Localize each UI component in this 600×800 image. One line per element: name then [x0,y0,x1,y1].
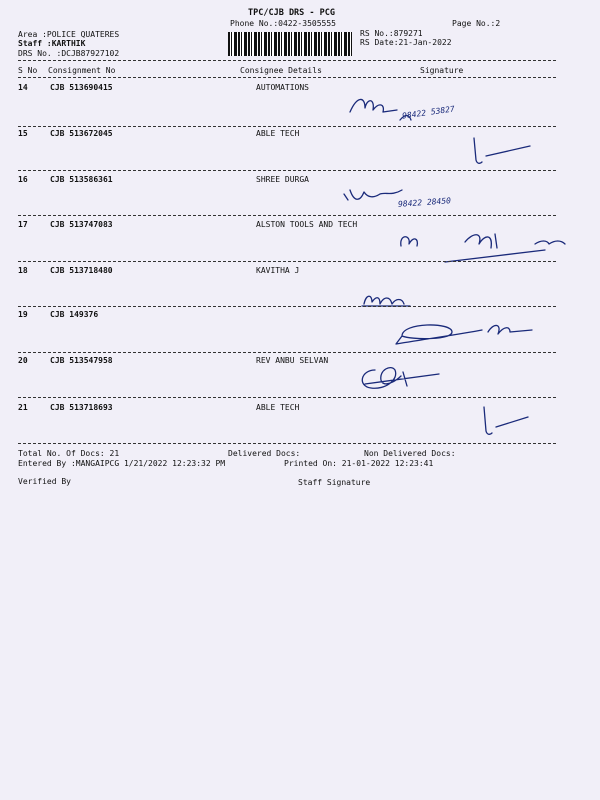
row-sno: 20 [18,356,28,365]
column-divider [18,77,556,78]
staff-signature: Staff Signature [298,478,371,487]
row-divider [18,261,556,262]
row-consignee: ALSTON TOOLS AND TECH [256,220,358,229]
row-consignment: CJB 513747083 [50,220,113,229]
row-handwritten-phone: 98422 28450 [397,196,452,209]
row-divider [18,306,556,307]
rs-number: RS No.:879271 [360,29,423,38]
area-field: Area :POLICE QUATERES [18,30,120,39]
row-sno: 14 [18,83,28,92]
row-sno: 18 [18,266,28,275]
row-consignment: CJB 513718693 [50,403,113,412]
row-consignee: ABLE TECH [256,129,300,138]
barcode [228,32,352,56]
staff-field: Staff :KARTHIK [18,39,86,48]
row-divider [18,215,556,216]
non-delivered-docs: Non Delivered Docs: [364,449,456,458]
signature-mark [360,292,420,310]
signature-mark [468,136,538,170]
signature-mark [478,405,538,439]
row-consignee: ABLE TECH [256,403,300,412]
row-divider [18,397,556,398]
page-number: Page No.:2 [452,19,501,28]
drs-number: DRS No. :DCJB87927102 [18,49,120,58]
row-consignment: CJB 513547958 [50,356,113,365]
row-sno: 17 [18,220,28,229]
row-sno: 21 [18,403,28,412]
row-consignment: CJB 513672045 [50,129,113,138]
col-consignment: Consignment No [48,66,116,75]
row-divider [18,352,556,353]
row-consignment: CJB 513586361 [50,175,113,184]
verified-by: Verified By [18,477,71,486]
row-handwritten-phone: 98422 53827 [401,104,456,121]
row-sno: 19 [18,310,28,319]
row-consignee: REV ANBU SELVAN [256,356,329,365]
total-docs: Total No. Of Docs: 21 [18,449,120,458]
row-sno: 16 [18,175,28,184]
row-divider [18,443,556,444]
rs-date: RS Date:21-Jan-2022 [360,38,452,47]
row-sno: 15 [18,129,28,138]
printed-on: Printed On: 21-01-2022 12:23:41 [284,459,434,468]
row-consignee: KAVITHA J [256,266,300,275]
signature-mark [395,226,575,266]
row-divider [18,170,556,171]
row-consignment: CJB 513690415 [50,83,113,92]
delivered-docs: Delivered Docs: [228,449,301,458]
report-title: TPC/CJB DRS - PCG [248,8,335,18]
header-divider [18,60,556,61]
row-consignment: CJB 513718480 [50,266,113,275]
row-divider [18,126,556,127]
col-sno: S No [18,66,38,75]
entered-by: Entered By :MANGAIPCG 1/21/2022 12:23:32 PM [18,459,226,468]
col-consignee: Consignee Details [240,66,322,75]
row-consignee: AUTOMATIONS [256,83,309,92]
signature-mark [392,318,542,348]
col-signature: Signature [420,66,464,75]
signature-mark [355,360,445,396]
row-consignment: CJB 149376 [50,310,99,319]
phone-number: Phone No.:0422-3505555 [230,19,336,28]
row-consignee: SHREE DURGA [256,175,309,184]
